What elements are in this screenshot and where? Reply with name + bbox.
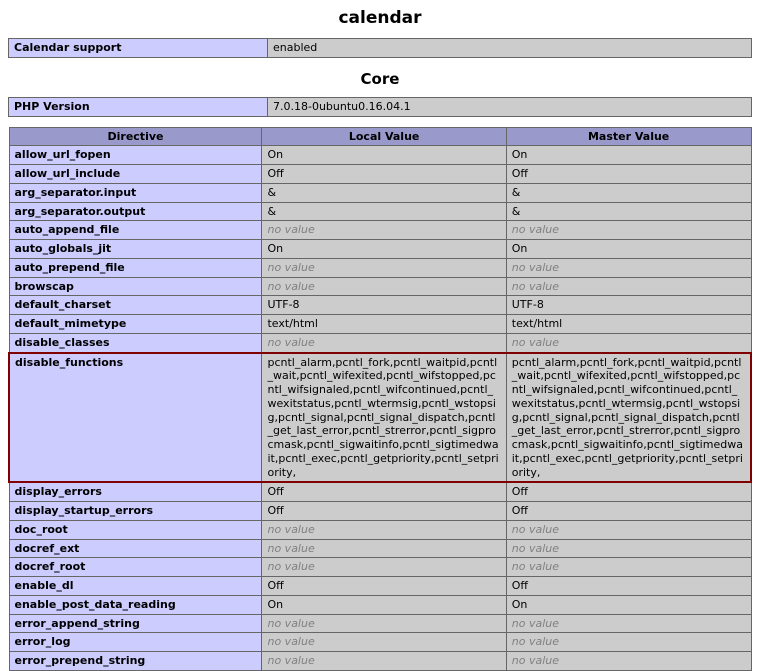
directive-name: auto_globals_jit — [9, 240, 262, 259]
directive-local-value: no value — [262, 652, 506, 671]
table-row — [9, 296, 751, 315]
table-row — [9, 614, 751, 633]
directive-name: docref_root — [9, 558, 262, 577]
directive-local-value: On — [262, 146, 506, 165]
column-header-directive: Directive — [9, 127, 262, 146]
directive-local-value: no value — [262, 520, 506, 539]
directive-local-value: & — [262, 202, 506, 221]
table-row — [9, 258, 751, 277]
directive-master-value: no value — [506, 520, 751, 539]
calendar-table — [8, 38, 752, 58]
directive-name: disable_functions — [9, 353, 262, 483]
directive-name: arg_separator.input — [9, 183, 262, 202]
directive-local-value: no value — [262, 633, 506, 652]
directive-local-value: no value — [262, 614, 506, 633]
table-row — [9, 502, 751, 521]
directive-name: enable_dl — [9, 577, 262, 596]
directive-name: default_mimetype — [9, 315, 262, 334]
directive-name: display_startup_errors — [9, 502, 262, 521]
directive-local-value: On — [262, 240, 506, 259]
page-title-core: Core — [360, 69, 400, 88]
directive-master-value: & — [506, 202, 751, 221]
row-label: PHP Version — [9, 97, 268, 116]
directive-local-value: On — [262, 595, 506, 614]
row-value: 7.0.18-0ubuntu0.16.04.1 — [268, 97, 752, 116]
column-header-master-value: Master Value — [506, 127, 751, 146]
directive-name: disable_classes — [9, 333, 262, 352]
directive-name: auto_prepend_file — [9, 258, 262, 277]
directive-name: display_errors — [9, 482, 262, 501]
directive-master-value: Off — [506, 165, 751, 184]
table-row — [9, 558, 751, 577]
directive-name: error_append_string — [9, 614, 262, 633]
directive-name: allow_url_fopen — [9, 146, 262, 165]
directive-local-value: Off — [262, 502, 506, 521]
table-row — [9, 482, 751, 501]
directive-name: arg_separator.output — [9, 202, 262, 221]
table-header-row — [9, 127, 751, 146]
directive-master-value: no value — [506, 614, 751, 633]
directive-local-value: no value — [262, 558, 506, 577]
table-row — [9, 315, 751, 334]
directive-local-value: no value — [262, 277, 506, 296]
phpinfo-page — [8, 0, 752, 671]
table-row — [9, 539, 751, 558]
table-row — [9, 39, 752, 58]
table-row — [9, 520, 751, 539]
directive-master-value: no value — [506, 558, 751, 577]
directive-local-value: no value — [262, 258, 506, 277]
directive-master-value: & — [506, 183, 751, 202]
table-row — [9, 353, 751, 483]
table-row — [9, 183, 751, 202]
directive-local-value: pcntl_alarm,pcntl_fork,pcntl_waitpid,pcntl_wait,pcntl_wifexited,pcntl_wifstopped,pcntl_wifsignaled,pcntl_wifcontinued,pcntl_wexitstatus,pcntl_wtermsig,pcntl_wstopsig,pcntl_signal,pcntl_signal_dispatch,pcntl_get_last_error,pcntl_strerror,pcntl_sigprocmask,pcntl_sigwaitinfo,pcntl_sigtimedwait,pcntl_exec,pcntl_getpriority,pcntl_setpriority, — [262, 353, 506, 483]
table-row — [9, 595, 751, 614]
column-header-local-value: Local Value — [262, 127, 506, 146]
table-row — [9, 333, 751, 352]
table-row — [9, 165, 751, 184]
directive-name: enable_post_data_reading — [9, 595, 262, 614]
table-row — [9, 240, 751, 259]
directive-name: error_log — [9, 633, 262, 652]
table-row — [9, 221, 751, 240]
directive-master-value: text/html — [506, 315, 751, 334]
directive-local-value: no value — [262, 539, 506, 558]
directive-master-value: no value — [506, 633, 751, 652]
table-row — [9, 277, 751, 296]
directive-local-value: & — [262, 183, 506, 202]
directive-master-value: Off — [506, 482, 751, 501]
row-value: enabled — [268, 39, 752, 58]
table-row — [9, 202, 751, 221]
core-version-table — [8, 97, 752, 117]
page-title-calendar: calendar — [338, 8, 422, 28]
directive-name: default_charset — [9, 296, 262, 315]
directive-local-value: Off — [262, 577, 506, 596]
table-row — [9, 652, 751, 671]
directive-local-value: no value — [262, 333, 506, 352]
directive-local-value: Off — [262, 165, 506, 184]
directive-name: allow_url_include — [9, 165, 262, 184]
directive-name: docref_ext — [9, 539, 262, 558]
directive-master-value: Off — [506, 577, 751, 596]
row-label: Calendar support — [9, 39, 268, 58]
directive-master-value: On — [506, 240, 751, 259]
directive-master-value: no value — [506, 652, 751, 671]
table-row — [9, 146, 751, 165]
directive-local-value: text/html — [262, 315, 506, 334]
directive-name: error_prepend_string — [9, 652, 262, 671]
directive-master-value: On — [506, 595, 751, 614]
directive-master-value: no value — [506, 258, 751, 277]
table-row — [9, 577, 751, 596]
table-row — [9, 97, 752, 116]
directive-master-value: no value — [506, 539, 751, 558]
directive-master-value: no value — [506, 221, 751, 240]
directive-master-value: no value — [506, 333, 751, 352]
directive-local-value: Off — [262, 482, 506, 501]
directive-master-value: Off — [506, 502, 751, 521]
directive-master-value: no value — [506, 277, 751, 296]
directive-name: auto_append_file — [9, 221, 262, 240]
directives-table — [8, 127, 752, 671]
directive-master-value: pcntl_alarm,pcntl_fork,pcntl_waitpid,pcntl_wait,pcntl_wifexited,pcntl_wifstopped,pcntl_wifsignaled,pcntl_wifcontinued,pcntl_wexitstatus,pcntl_wtermsig,pcntl_wstopsig,pcntl_signal,pcntl_signal_dispatch,pcntl_get_last_error,pcntl_strerror,pcntl_sigprocmask,pcntl_sigwaitinfo,pcntl_sigtimedwait,pcntl_exec,pcntl_getpriority,pcntl_setpriority, — [506, 353, 751, 483]
directive-local-value: no value — [262, 221, 506, 240]
directive-name: doc_root — [9, 520, 262, 539]
directive-name: browscap — [9, 277, 262, 296]
directive-local-value: UTF-8 — [262, 296, 506, 315]
directive-master-value: On — [506, 146, 751, 165]
directive-master-value: UTF-8 — [506, 296, 751, 315]
